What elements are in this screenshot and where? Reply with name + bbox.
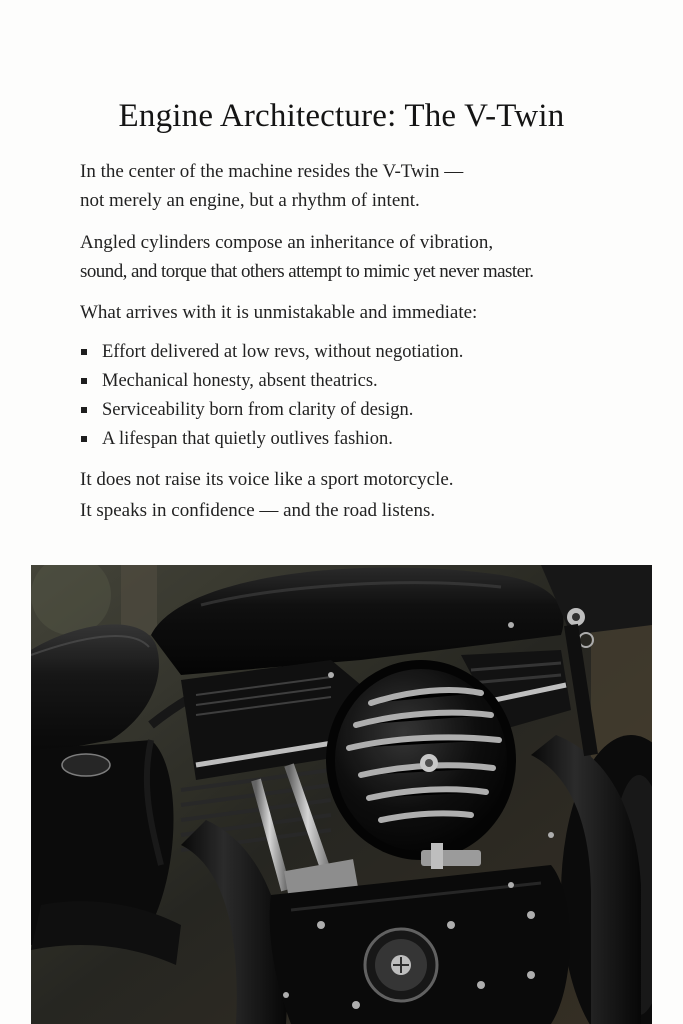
lead-in-paragraph (80, 298, 640, 327)
intro-line: not merely an engine, but a rhythm of intent. (80, 190, 420, 211)
closing-paragraph (80, 464, 640, 526)
square-bullet-icon (81, 407, 87, 413)
closing-line: It speaks in confidence — and the road listens. (80, 500, 436, 521)
page-title: Engine Architecture: The V-Twin (118, 98, 565, 134)
list-item-text: Effort delivered at low revs, without negotiation. (102, 342, 464, 362)
intro-line: In the center of the machine resides the V-Twin — (80, 161, 464, 182)
closing-line: It does not raise its voice like a sport motorcycle. (80, 469, 454, 490)
list-item (80, 425, 640, 454)
bullet-list (80, 338, 640, 454)
heritage-line: sound, and torque that others attempt to mimic yet never master. (80, 261, 534, 282)
intro-paragraph (80, 157, 640, 215)
list-item-text: A lifespan that quietly outlives fashion. (102, 429, 393, 449)
list-item-text: Mechanical honesty, absent theatrics. (102, 371, 378, 391)
list-item (80, 396, 640, 425)
heritage-line: Angled cylinders compose an inheritance of vibration, (80, 232, 494, 253)
list-item (80, 338, 640, 367)
engine-illustration (31, 565, 652, 1024)
motorcycle-engine-photo (31, 565, 652, 1024)
heritage-paragraph (80, 228, 640, 286)
lead-in-line: What arrives with it is unmistakable and immediate: (80, 302, 478, 323)
list-item-text: Serviceability born from clarity of design. (102, 400, 414, 420)
list-item (80, 367, 640, 396)
square-bullet-icon (81, 436, 87, 442)
square-bullet-icon (81, 378, 87, 384)
square-bullet-icon (81, 349, 87, 355)
